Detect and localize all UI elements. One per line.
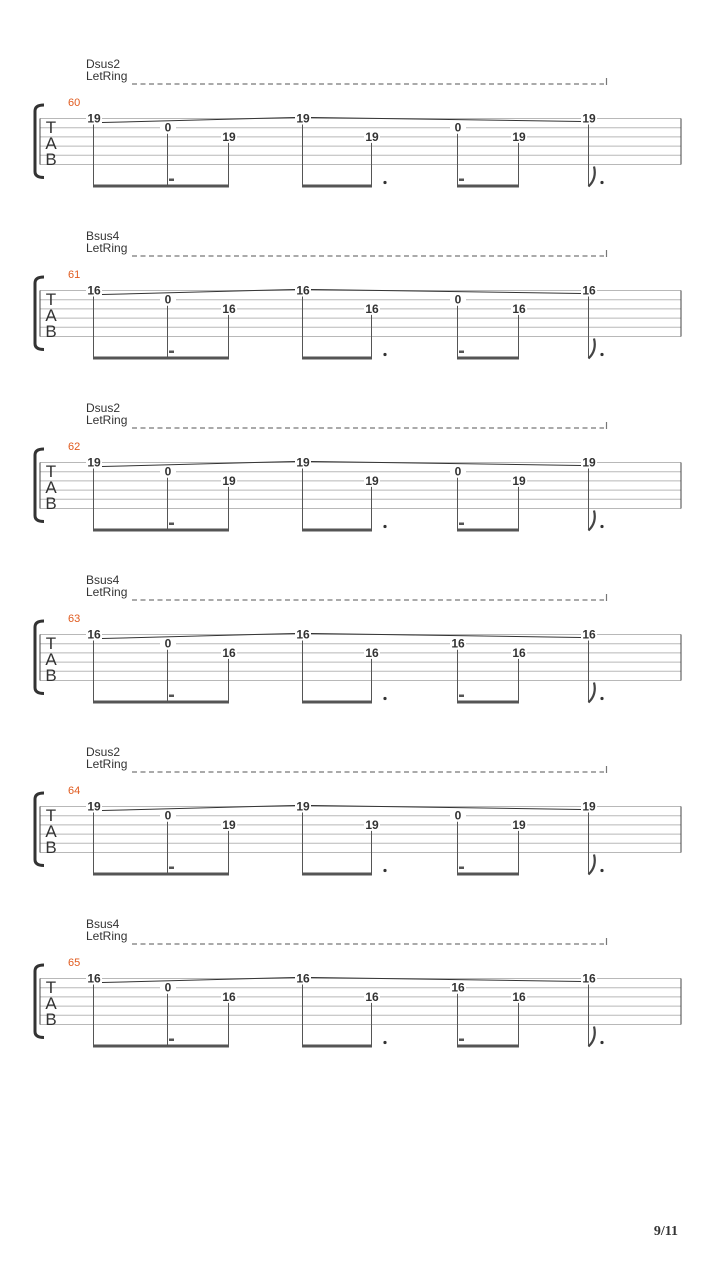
beam-stub [169,867,174,870]
tab-clef-letter: A [45,822,57,841]
beam [302,1045,372,1048]
let-ring-label: LetRing [86,929,128,943]
tab-clef-letter: A [45,994,57,1013]
fret-number: 19 [512,129,526,144]
note-flag [589,683,595,703]
beam-stub [169,523,174,526]
let-ring-label: LetRing [86,69,128,83]
fret-number: 19 [222,473,236,488]
beam-stub [459,695,464,698]
note-flag [589,339,595,359]
rhythm-dot [600,869,603,872]
fret-number: 19 [87,455,101,470]
tab-clef-letter: T [45,978,57,997]
fret-number: 0 [164,980,172,995]
measure-number: 62 [68,441,81,453]
fret-number: 16 [222,645,236,660]
rhythm-dot [383,353,386,356]
fret-number: 16 [582,283,596,298]
tab-clef-letter: B [45,666,57,685]
fret-number: 0 [454,464,462,479]
fret-number: 0 [454,808,462,823]
rhythm-dot [600,1041,603,1044]
note-flag [589,511,595,531]
fret-number: 19 [87,111,101,126]
fret-number: 0 [164,636,172,651]
fret-number: 16 [512,989,526,1004]
beam-stub [169,351,174,354]
beam-stub [459,1039,464,1042]
beam-stub [459,351,464,354]
beam [457,357,519,360]
measure-number: 65 [68,957,81,969]
beam [302,185,372,188]
rhythm-dot [600,181,603,184]
fret-number: 16 [222,989,236,1004]
beam [457,185,519,188]
fret-number: 16 [582,627,596,642]
beam [93,529,229,532]
beam [302,529,372,532]
note-flag [589,855,595,875]
fret-number: 0 [454,292,462,307]
fret-number: 19 [512,473,526,488]
fret-number: 19 [87,799,101,814]
beam-stub [169,1039,174,1042]
chord-name: Bsus4 [86,229,120,243]
fret-number: 16 [87,971,101,986]
fret-number: 0 [164,808,172,823]
fret-number: 19 [222,129,236,144]
let-ring-label: LetRing [86,241,128,255]
beam-stub [169,179,174,182]
fret-number: 16 [512,301,526,316]
page-number: 9/11 [653,1224,678,1239]
fret-number: 0 [164,120,172,135]
fret-number: 19 [296,455,310,470]
chord-name: Bsus4 [86,917,120,931]
tab-clef-letter: T [45,634,57,653]
chord-name: Dsus2 [86,401,121,415]
fret-number: 0 [164,292,172,307]
tab-clef-letter: B [45,1010,57,1029]
fret-number: 19 [222,817,236,832]
fret-number: 19 [582,111,596,126]
beam [302,701,372,704]
beam [93,701,229,704]
tab-clef-letter: A [45,306,57,325]
beam [302,873,372,876]
chord-name: Dsus2 [86,745,121,759]
fret-number: 16 [296,283,310,298]
chord-name: Dsus2 [86,57,121,71]
tab-clef-letter: T [45,290,57,309]
beam [457,1045,519,1048]
fret-number: 0 [454,120,462,135]
tab-clef-letter: B [45,322,57,341]
tab-clef-letter: T [45,118,57,137]
beam [93,357,229,360]
beam-stub [459,867,464,870]
measure-number: 61 [68,269,81,281]
rhythm-dot [600,525,603,528]
fret-number: 19 [512,817,526,832]
tab-clef-letter: B [45,838,57,857]
measure-number: 63 [68,613,81,625]
chord-name: Bsus4 [86,573,120,587]
fret-number: 16 [451,636,465,651]
beam [93,1045,229,1048]
fret-number: 16 [365,645,379,660]
fret-number: 16 [296,627,310,642]
fret-number: 19 [582,455,596,470]
fret-number: 16 [512,645,526,660]
fret-number: 19 [365,129,379,144]
rhythm-dot [383,1041,386,1044]
rhythm-dot [383,697,386,700]
note-flag [589,167,595,187]
rhythm-dot [383,525,386,528]
beam-stub [459,179,464,182]
beam [93,873,229,876]
rhythm-dot [383,869,386,872]
beam [93,185,229,188]
fret-number: 16 [296,971,310,986]
tab-clef-letter: B [45,150,57,169]
fret-number: 19 [365,817,379,832]
measure-number: 64 [68,785,81,797]
beam [457,529,519,532]
beam-stub [169,695,174,698]
measure-number: 60 [68,97,81,109]
fret-number: 19 [365,473,379,488]
fret-number: 19 [296,799,310,814]
tab-clef-letter: T [45,806,57,825]
note-flag [589,1027,595,1047]
rhythm-dot [383,181,386,184]
fret-number: 16 [222,301,236,316]
tab-clef-letter: B [45,494,57,513]
beam [302,357,372,360]
fret-number: 0 [164,464,172,479]
tab-clef-letter: A [45,650,57,669]
rhythm-dot [600,697,603,700]
fret-number: 16 [365,989,379,1004]
beam-stub [459,523,464,526]
rhythm-dot [600,353,603,356]
fret-number: 19 [296,111,310,126]
fret-number: 16 [451,980,465,995]
beam [457,873,519,876]
tab-clef-letter: A [45,134,57,153]
let-ring-label: LetRing [86,413,128,427]
fret-number: 16 [582,971,596,986]
let-ring-label: LetRing [86,757,128,771]
tab-clef-letter: A [45,478,57,497]
fret-number: 16 [365,301,379,316]
fret-number: 16 [87,627,101,642]
let-ring-label: LetRing [86,585,128,599]
tab-clef-letter: T [45,462,57,481]
beam [457,701,519,704]
fret-number: 16 [87,283,101,298]
fret-number: 19 [582,799,596,814]
